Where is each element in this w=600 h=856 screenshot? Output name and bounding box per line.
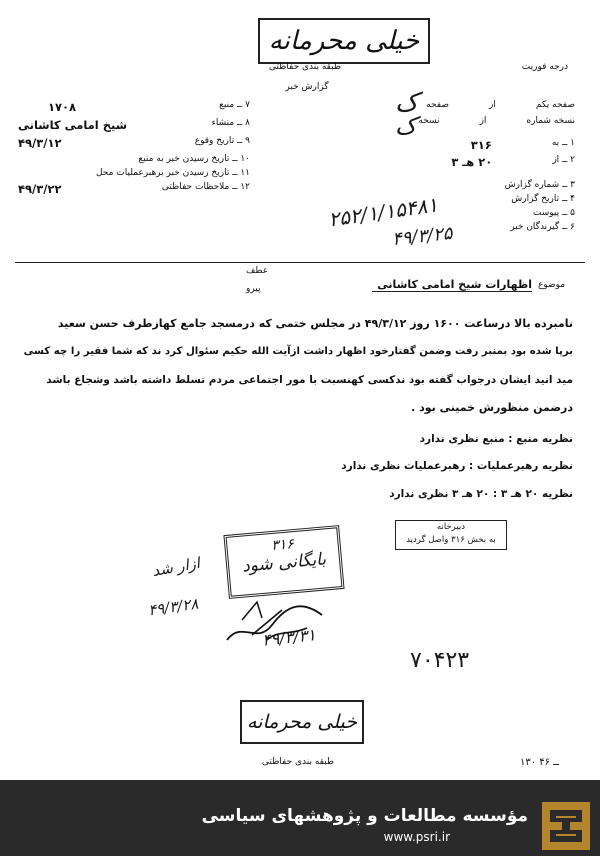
priority-label: درجه فوریت — [521, 62, 568, 72]
header-divider — [15, 262, 585, 263]
signature-graphic — [222, 590, 332, 650]
left-fields — [18, 100, 250, 200]
body-line-4: درضمن منظورش خمینی بود . — [411, 401, 573, 414]
field-1: ۱ ــ به ۳۱۶ — [470, 138, 575, 152]
peyro-label: پیرو — [246, 284, 261, 294]
field-7: ۷ ــ منبع ۱۷۰۸ — [48, 100, 250, 114]
field-12: ۱۲ ــ ملاحظات حفاظتی ۴۹/۳/۲۲ — [18, 182, 250, 196]
field-6: ۶ ــ گیرندگان خبر — [510, 222, 575, 232]
subject-text: اظهارات شیخ امامی کاشانی — [372, 278, 532, 292]
received-stamp-line2: به بخش ۳۱۶ واصل گردید — [406, 535, 496, 545]
field-9: ۹ ــ تاریخ وقوع ۴۹/۳/۱۲ — [18, 136, 250, 150]
opinion-source: نظریه منبع : منبع نظری ندارد — [419, 433, 573, 445]
page-field: صفحه یکم از صفحه — [426, 100, 575, 110]
body-line-1: نامبرده بالا درساعت ۱۶۰۰ روز ۴۹/۳/۱۲ در مجلس ختمی که درمسجد جامع کهازطرف حسن سعید — [57, 317, 573, 330]
footer-org-name: مؤسسه مطالعات و پژوهشهای سیاسی — [201, 806, 528, 826]
field-3: ۳ ــ شماره گزارش — [504, 180, 575, 190]
archive-stamp-text: بایگانی شود — [241, 549, 327, 577]
handwritten-mark-2: ک — [395, 112, 417, 140]
form-code: ۱۳۰ ــ ۴۶ — [520, 757, 560, 768]
handwritten-date-2: ۴۹/۳/۲۵ — [391, 222, 454, 251]
field-4: ۴ ــ تاریخ گزارش — [511, 194, 575, 204]
bottom-classification-label: طبقه بندی حفاظتی — [261, 757, 335, 767]
field-8: ۸ ــ منشاء شیخ امامی کاشانی — [18, 118, 250, 132]
subject-label: موضوع — [538, 280, 566, 290]
top-classification-stamp — [258, 18, 430, 64]
body-line-2: برپا شده بود بمنبر رفت وضمن گفتارخود اظهار داشت ازآیت الله حکیم سئوال کرد ند که شما فقیر را چه کسی — [23, 346, 573, 357]
atf-label: عطف — [246, 266, 269, 276]
classification-label: طبقه بندی حفاظتی — [268, 62, 342, 72]
field-5: ۵ ــ پیوست — [532, 208, 575, 218]
copy-field: نسخه شماره از نسخه — [418, 116, 575, 126]
bottom-stamp-text: خیلی محرمانه — [246, 711, 357, 733]
report-body — [25, 310, 573, 508]
archive-stamp — [223, 525, 344, 599]
body-line-3: مید انید ایشان درجواب گفته بود ندکسی کهنسبت با مور اجتماعی مردم تسلط داشته باشد وشجاع باشد — [46, 374, 573, 386]
bottom-classification-stamp — [240, 700, 364, 744]
handwritten-date-center: ۴۹/۳/۳۱ — [261, 625, 317, 650]
received-stamp — [395, 520, 507, 550]
handwritten-date-left: ۴۹/۳/۲۸ — [146, 594, 200, 620]
field-10: ۱۰ ــ تاریخ رسیدن خبر به منبع — [138, 154, 250, 164]
handwritten-date-1: ۲۵۲/۱/۱۵۴۸۱ — [326, 192, 440, 232]
received-stamp-line1: دبیرخانه — [436, 522, 466, 532]
footer-url[interactable]: www.psri.ir — [383, 830, 450, 844]
institute-logo-icon — [542, 802, 590, 850]
field-11: ۱۱ ــ تاریخ رسیدن خبر برهبرعملیات محل — [95, 168, 250, 178]
report-title: گزارش خبر — [285, 82, 329, 92]
handwritten-mark-1: ک — [395, 88, 419, 118]
footer-bar — [0, 780, 600, 856]
archive-stamp-number: ۳۱۶ — [270, 536, 295, 555]
field-2: ۲ ــ از ۲۰ هـ ۳ — [451, 155, 575, 169]
opinion-operations: نظریه رهبرعملیات : رهبرعملیات نظری ندارد — [341, 460, 573, 472]
handwritten-note-left: ازار شد — [150, 553, 202, 581]
top-stamp-text: خیلی محرمانه — [268, 26, 420, 56]
handwritten-file-number: ۷۰۴۲۳ — [410, 648, 470, 673]
opinion-unit: نظریه ۲۰ هـ ۳ : ۲۰ هـ ۳ نظری ندارد — [389, 488, 573, 500]
